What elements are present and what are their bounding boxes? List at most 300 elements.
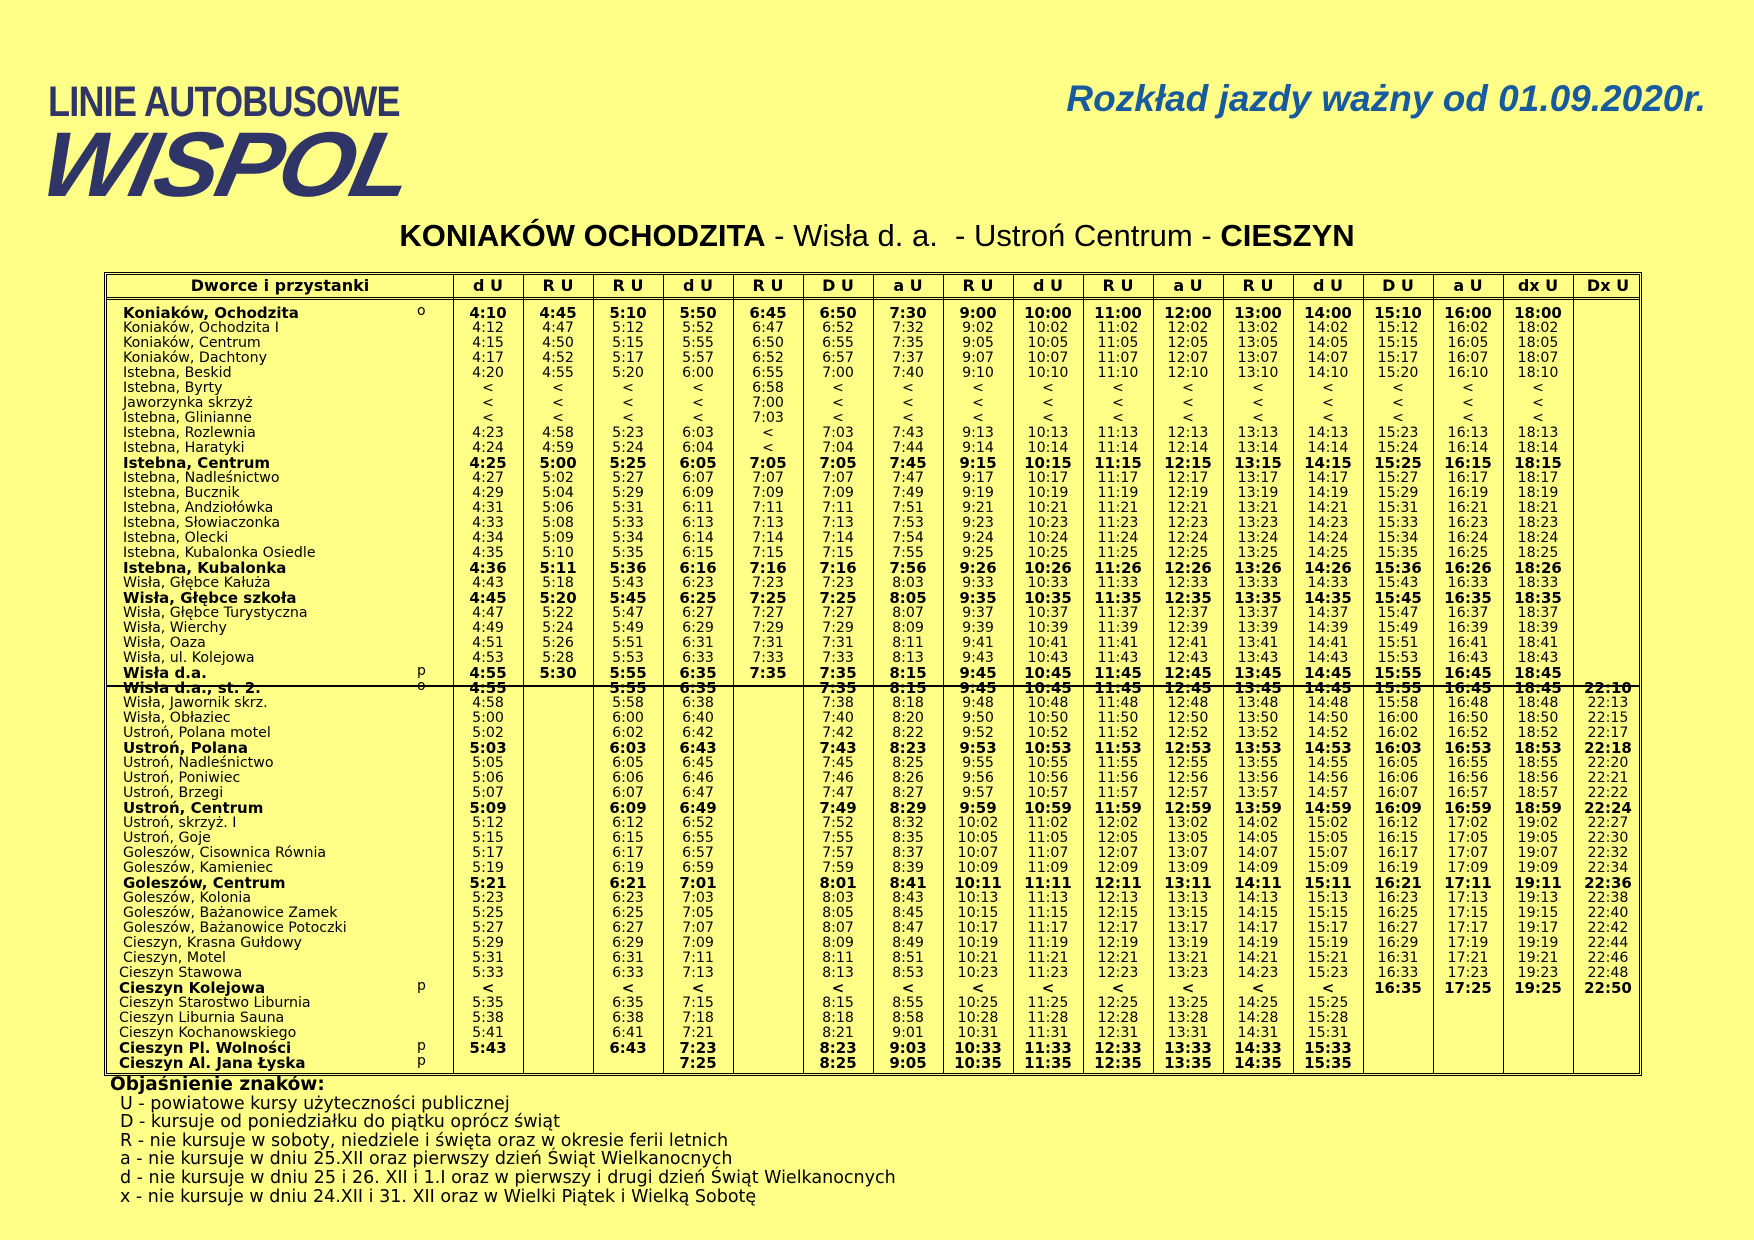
departure-time: 14:59 xyxy=(1304,799,1352,817)
departure-time: 18:15 xyxy=(1514,454,1562,472)
departure-time: 6:58 xyxy=(752,380,784,396)
departure-time: 12:13 xyxy=(1167,425,1209,441)
stop-name: Istebna, Rozlewnia xyxy=(123,425,256,441)
departure-time: 14:21 xyxy=(1307,500,1349,516)
departure-time: 19:19 xyxy=(1517,935,1559,951)
departure-time: 4:33 xyxy=(472,515,504,531)
departure-time: 7:27 xyxy=(822,605,854,621)
departure-time: 6:03 xyxy=(609,739,647,757)
stop-mark: p xyxy=(417,663,426,679)
departure-time: 12:39 xyxy=(1167,620,1209,636)
departure-time: 15:13 xyxy=(1307,890,1349,906)
departure-time: 16:43 xyxy=(1447,650,1489,666)
departure-time: 4:55 xyxy=(469,679,507,697)
departure-time: 13:55 xyxy=(1237,755,1279,771)
legend-item: R - nie kursuje w soboty, niedziele i święta oraz w okresie ferii letnich xyxy=(120,1130,729,1151)
departure-time: 7:57 xyxy=(822,845,854,861)
departure-time: 15:12 xyxy=(1377,320,1419,336)
stop-name: Wisła, Jawornik skrz. xyxy=(123,695,268,711)
departure-time: < xyxy=(1322,380,1334,396)
departure-time: 16:19 xyxy=(1447,485,1489,501)
departure-time: 12:35 xyxy=(1094,1054,1142,1072)
departure-time: 12:59 xyxy=(1164,799,1212,817)
departure-time: 9:26 xyxy=(959,559,997,577)
departure-time: 18:41 xyxy=(1517,635,1559,651)
departure-time: < xyxy=(482,380,494,396)
departure-time: 18:35 xyxy=(1514,589,1562,607)
departure-time: 6:47 xyxy=(682,785,714,801)
departure-time: 7:55 xyxy=(822,830,854,846)
departure-time: 16:48 xyxy=(1447,695,1489,711)
departure-time: 15:09 xyxy=(1307,860,1349,876)
departure-time: 13:14 xyxy=(1237,440,1279,456)
departure-time: 10:05 xyxy=(957,830,999,846)
stop-name: Goleszów, Kolonia xyxy=(123,890,252,906)
departure-time: 11:05 xyxy=(1027,830,1069,846)
departure-time: 16:37 xyxy=(1447,605,1489,621)
logo-line-1: LINIE AUTOBUSOWE xyxy=(48,78,400,126)
departure-time: < xyxy=(1042,380,1054,396)
departure-time: 8:01 xyxy=(819,874,857,892)
departure-time: 6:25 xyxy=(679,589,717,607)
departure-time: 15:15 xyxy=(1377,335,1419,351)
stop-name: Goleszów, Bażanowice Potoczki xyxy=(123,920,347,936)
departure-time: 12:19 xyxy=(1097,935,1139,951)
departure-time: 13:28 xyxy=(1167,1010,1209,1026)
departure-time: 7:25 xyxy=(749,589,787,607)
departure-time: 19:11 xyxy=(1514,874,1562,892)
departure-time: 13:31 xyxy=(1167,1025,1209,1041)
timetable-row xyxy=(107,366,1639,381)
departure-time: 7:47 xyxy=(822,785,854,801)
departure-time: 15:11 xyxy=(1304,874,1352,892)
departure-time: 4:53 xyxy=(472,650,504,666)
departure-time: 9:55 xyxy=(962,755,994,771)
legend-title: Objaśnienie znaków: xyxy=(110,1074,325,1095)
departure-time: 4:35 xyxy=(472,545,504,561)
departure-time: 15:17 xyxy=(1307,920,1349,936)
timetable-row xyxy=(107,426,1639,441)
departure-time: 16:35 xyxy=(1444,589,1492,607)
departure-time: 19:09 xyxy=(1517,860,1559,876)
timetable-row xyxy=(107,771,1639,786)
departure-time: 18:21 xyxy=(1517,500,1559,516)
departure-time: 16:31 xyxy=(1377,950,1419,966)
departure-time: 16:15 xyxy=(1444,454,1492,472)
departure-time: 6:35 xyxy=(612,995,644,1011)
departure-time: 14:45 xyxy=(1304,679,1352,697)
departure-time: 5:30 xyxy=(539,664,577,682)
legend-item: d - nie kursuje w dniu 25 i 26. XII i 1.I oraz w pierwszy i drugi dzień Świąt Wielkanocnych xyxy=(120,1167,896,1188)
departure-time: 11:57 xyxy=(1097,785,1139,801)
departure-time: 12:50 xyxy=(1167,710,1209,726)
departure-time: 15:21 xyxy=(1307,950,1349,966)
departure-time: 12:57 xyxy=(1167,785,1209,801)
departure-time: 11:26 xyxy=(1094,559,1142,577)
departure-time: 6:21 xyxy=(609,874,647,892)
departure-time: 9:05 xyxy=(889,1054,927,1072)
stop-name: Ustroń, Nadleśnictwo xyxy=(123,755,274,771)
departure-time: 12:02 xyxy=(1167,320,1209,336)
column-header: d U xyxy=(1032,276,1063,295)
stop-name: Ustroń, Brzegi xyxy=(123,785,224,801)
departure-time: 13:19 xyxy=(1167,935,1209,951)
departure-time: 7:03 xyxy=(752,410,784,426)
departure-time: 5:55 xyxy=(609,664,647,682)
departure-time: 6:52 xyxy=(752,350,784,366)
departure-time: 10:00 xyxy=(1024,304,1072,322)
departure-time: 14:02 xyxy=(1237,815,1279,831)
departure-time: 15:20 xyxy=(1377,365,1419,381)
departure-time: 13:13 xyxy=(1237,425,1279,441)
departure-time: 22:48 xyxy=(1587,965,1629,981)
departure-time: < xyxy=(1252,395,1264,411)
departure-time: 5:24 xyxy=(612,440,644,456)
departure-time: 10:07 xyxy=(957,845,999,861)
departure-time: 13:35 xyxy=(1164,1054,1212,1072)
timetable-row xyxy=(107,471,1639,486)
departure-time: 9:07 xyxy=(962,350,994,366)
departure-time: 16:59 xyxy=(1444,799,1492,817)
departure-time: 14:15 xyxy=(1237,905,1279,921)
departure-time: 16:09 xyxy=(1374,799,1422,817)
departure-time: 10:59 xyxy=(1024,799,1072,817)
departure-time: 4:47 xyxy=(542,320,574,336)
departure-time: 16:00 xyxy=(1377,710,1419,726)
departure-time: 5:06 xyxy=(542,500,574,516)
departure-time: 4:24 xyxy=(472,440,504,456)
departure-time: 12:25 xyxy=(1167,545,1209,561)
stop-name: Cieszyn Stawowa xyxy=(119,965,243,981)
departure-time: 16:23 xyxy=(1377,890,1419,906)
departure-time: 9:48 xyxy=(962,695,994,711)
departure-time: 7:11 xyxy=(822,500,854,516)
departure-time: 15:17 xyxy=(1377,350,1419,366)
departure-time: < xyxy=(1462,410,1474,426)
departure-time: 11:11 xyxy=(1024,874,1072,892)
stop-name: Istebna, Andziołówka xyxy=(123,500,274,516)
stop-name: Wisła, Oaza xyxy=(123,635,206,651)
stop-name: Wisła d.a. xyxy=(123,664,207,682)
departure-time: 10:33 xyxy=(954,1039,1002,1057)
departure-time: 6:33 xyxy=(682,650,714,666)
departure-time: 4:45 xyxy=(469,589,507,607)
departure-time: < xyxy=(622,395,634,411)
departure-time: 18:14 xyxy=(1517,440,1559,456)
departure-time: 7:16 xyxy=(819,559,857,577)
departure-time: 13:39 xyxy=(1237,620,1279,636)
departure-time: 16:56 xyxy=(1447,770,1489,786)
departure-time: 14:26 xyxy=(1304,559,1352,577)
departure-time: 10:45 xyxy=(1024,664,1072,682)
departure-time: 6:00 xyxy=(682,365,714,381)
departure-time: 18:50 xyxy=(1517,710,1559,726)
departure-time: 7:25 xyxy=(819,589,857,607)
departure-time: 5:11 xyxy=(539,559,577,577)
stop-mark: o xyxy=(417,678,426,694)
departure-time: 6:00 xyxy=(612,710,644,726)
departure-time: 19:13 xyxy=(1517,890,1559,906)
departure-time: 13:41 xyxy=(1237,635,1279,651)
logo-line-2: WISPOL xyxy=(32,114,420,216)
departure-time: 16:27 xyxy=(1377,920,1419,936)
stop-name: Goleszów, Cisownica Równia xyxy=(123,845,327,861)
departure-time: 8:07 xyxy=(892,605,924,621)
departure-time: 11:17 xyxy=(1097,470,1139,486)
departure-time: 11:05 xyxy=(1097,335,1139,351)
departure-time: 6:40 xyxy=(682,710,714,726)
departure-time: 5:34 xyxy=(612,530,644,546)
departure-time: 10:52 xyxy=(1027,725,1069,741)
departure-time: 16:25 xyxy=(1447,545,1489,561)
departure-time: 16:12 xyxy=(1377,815,1419,831)
departure-time: < xyxy=(482,410,494,426)
departure-time: < xyxy=(1252,380,1264,396)
departure-time: 4:58 xyxy=(542,425,574,441)
departure-time: 5:05 xyxy=(472,755,504,771)
stop-name: Goleszów, Kamieniec xyxy=(123,860,274,876)
departure-time: 13:09 xyxy=(1167,860,1209,876)
departure-time: 10:23 xyxy=(1027,515,1069,531)
departure-time: 7:09 xyxy=(682,935,714,951)
stop-name: Istebna, Olecki xyxy=(123,530,229,546)
departure-time: 16:45 xyxy=(1444,664,1492,682)
departure-time: 11:28 xyxy=(1027,1010,1069,1026)
departure-time: 18:33 xyxy=(1517,575,1559,591)
departure-time: 8:25 xyxy=(892,755,924,771)
departure-time: 10:14 xyxy=(1027,440,1069,456)
departure-time: 8:22 xyxy=(892,725,924,741)
departure-time: 7:45 xyxy=(889,454,927,472)
timetable-row xyxy=(107,876,1639,891)
stop-name: Cieszyn Pl. Wolności xyxy=(119,1039,292,1057)
departure-time: 22:27 xyxy=(1587,815,1629,831)
departure-time: 16:33 xyxy=(1377,965,1419,981)
departure-time: 19:21 xyxy=(1517,950,1559,966)
departure-time: 13:56 xyxy=(1237,770,1279,786)
departure-time: 11:53 xyxy=(1094,739,1142,757)
departure-time: < xyxy=(832,380,844,396)
departure-time: < xyxy=(902,410,914,426)
departure-time: 10:23 xyxy=(957,965,999,981)
departure-time: 7:33 xyxy=(822,650,854,666)
departure-time: 15:02 xyxy=(1307,815,1349,831)
departure-time: 6:31 xyxy=(682,635,714,651)
departure-time: 14:07 xyxy=(1307,350,1349,366)
timetable-row xyxy=(107,846,1639,861)
departure-time: 12:15 xyxy=(1164,454,1212,472)
departure-time: 10:19 xyxy=(957,935,999,951)
stop-name: Ustroń, skrzyż. I xyxy=(123,815,237,831)
departure-time: 13:33 xyxy=(1164,1039,1212,1057)
departure-time: 7:49 xyxy=(892,485,924,501)
departure-time: 16:26 xyxy=(1444,559,1492,577)
departure-time: 8:51 xyxy=(892,950,924,966)
wispol-logo xyxy=(32,78,420,216)
departure-time: 7:35 xyxy=(819,664,857,682)
departure-time: 6:52 xyxy=(822,320,854,336)
departure-time: 11:33 xyxy=(1024,1039,1072,1057)
departure-time: 7:23 xyxy=(752,575,784,591)
departure-time: < xyxy=(482,395,494,411)
departure-time: 14:15 xyxy=(1304,454,1352,472)
timetable-row xyxy=(107,906,1639,921)
departure-time: 8:49 xyxy=(892,935,924,951)
departure-time: 5:04 xyxy=(542,485,574,501)
departure-time: 6:46 xyxy=(682,770,714,786)
departure-time: 6:38 xyxy=(682,695,714,711)
stop-name: Wisła d.a., st. 2. xyxy=(123,679,261,697)
departure-time: 7:00 xyxy=(752,395,784,411)
departure-time: < xyxy=(1251,979,1265,997)
departure-time: 8:11 xyxy=(822,950,854,966)
departure-time: 18:00 xyxy=(1514,304,1562,322)
departure-time: 6:15 xyxy=(612,830,644,846)
departure-time: 14:50 xyxy=(1307,710,1349,726)
departure-time: 22:10 xyxy=(1584,679,1632,697)
stop-name: Cieszyn Kolejowa xyxy=(119,979,266,997)
departure-time: 15:07 xyxy=(1307,845,1349,861)
departure-time: 8:41 xyxy=(889,874,927,892)
departure-time: 8:11 xyxy=(892,635,924,651)
departure-time: 5:57 xyxy=(682,350,714,366)
departure-time: 11:23 xyxy=(1027,965,1069,981)
departure-time: 13:45 xyxy=(1234,679,1282,697)
departure-time: 17:05 xyxy=(1447,830,1489,846)
departure-time: 7:49 xyxy=(819,799,857,817)
departure-time: 9:45 xyxy=(959,679,997,697)
departure-time: 4:50 xyxy=(542,335,574,351)
departure-time: 5:12 xyxy=(472,815,504,831)
departure-time: 4:51 xyxy=(472,635,504,651)
departure-time: 9:57 xyxy=(962,785,994,801)
departure-time: 11:56 xyxy=(1097,770,1139,786)
departure-time: 15:34 xyxy=(1377,530,1419,546)
departure-time: 11:21 xyxy=(1097,500,1139,516)
departure-time: 5:31 xyxy=(612,500,644,516)
departure-time: 7:09 xyxy=(822,485,854,501)
departure-time: 18:56 xyxy=(1517,770,1559,786)
timetable-row xyxy=(107,531,1639,546)
departure-time: 13:02 xyxy=(1167,815,1209,831)
departure-time: 4:49 xyxy=(472,620,504,636)
departure-time: 12:17 xyxy=(1167,470,1209,486)
column-header: R U xyxy=(1102,276,1134,295)
departure-time: 9:53 xyxy=(959,739,997,757)
departure-time: 11:43 xyxy=(1097,650,1139,666)
departure-time: 5:35 xyxy=(612,545,644,561)
departure-time: < xyxy=(901,979,915,997)
departure-time: 5:00 xyxy=(539,454,577,472)
departure-time: 13:59 xyxy=(1234,799,1282,817)
departure-time: 15:47 xyxy=(1377,605,1419,621)
departure-time: 8:05 xyxy=(822,905,854,921)
departure-time: 10:09 xyxy=(957,860,999,876)
departure-time: 16:53 xyxy=(1444,739,1492,757)
departure-time: 14:48 xyxy=(1307,695,1349,711)
departure-time: < xyxy=(1182,380,1194,396)
departure-time: 17:13 xyxy=(1447,890,1489,906)
departure-time: 9:35 xyxy=(959,589,997,607)
departure-time: 6:16 xyxy=(679,559,717,577)
departure-time: 8:43 xyxy=(892,890,924,906)
stop-name: Istebna, Centrum xyxy=(123,454,271,472)
departure-time: 13:11 xyxy=(1164,874,1212,892)
departure-time: 5:24 xyxy=(542,620,574,636)
departure-time: 7:14 xyxy=(752,530,784,546)
departure-time: 7:32 xyxy=(892,320,924,336)
stop-name: Istebna, Nadleśnictwo xyxy=(123,470,280,486)
departure-time: 18:53 xyxy=(1514,739,1562,757)
departure-time: 7:15 xyxy=(752,545,784,561)
departure-time: 13:23 xyxy=(1237,515,1279,531)
departure-time: 6:02 xyxy=(612,725,644,741)
departure-time: 7:59 xyxy=(822,860,854,876)
departure-time: 11:45 xyxy=(1094,679,1142,697)
departure-time: 5:28 xyxy=(542,650,574,666)
departure-time: 6:23 xyxy=(612,890,644,906)
departure-time: 8:15 xyxy=(822,995,854,1011)
departure-time: 22:38 xyxy=(1587,890,1629,906)
departure-time: 10:15 xyxy=(1024,454,1072,472)
departure-time: < xyxy=(762,425,774,441)
departure-time: 6:06 xyxy=(612,770,644,786)
stop-mark: p xyxy=(417,1053,426,1069)
departure-time: 11:21 xyxy=(1027,950,1069,966)
departure-time: 6:31 xyxy=(612,950,644,966)
stop-name: Cieszyn, Krasna Gułdowy xyxy=(123,935,302,951)
departure-time: 9:33 xyxy=(962,575,994,591)
departure-time: 11:00 xyxy=(1094,304,1142,322)
departure-time: 8:07 xyxy=(822,920,854,936)
departure-time: 12:23 xyxy=(1167,515,1209,531)
departure-time: 14:17 xyxy=(1307,470,1349,486)
departure-time: 12:02 xyxy=(1097,815,1139,831)
departure-time: 6:23 xyxy=(682,575,714,591)
departure-time: 14:05 xyxy=(1307,335,1349,351)
stop-name: Istebna, Byrty xyxy=(123,380,223,396)
departure-time: < xyxy=(691,979,705,997)
departure-time: 13:19 xyxy=(1237,485,1279,501)
departure-time: 15:29 xyxy=(1377,485,1419,501)
departure-time: < xyxy=(1112,380,1124,396)
departure-time: 15:28 xyxy=(1307,1010,1349,1026)
departure-time: 11:45 xyxy=(1094,664,1142,682)
timetable-row xyxy=(107,741,1639,756)
departure-time: 11:59 xyxy=(1094,799,1142,817)
departure-time: 5:29 xyxy=(472,935,504,951)
departure-time: 18:59 xyxy=(1514,799,1562,817)
departure-time: 18:26 xyxy=(1514,559,1562,577)
departure-time: 7:46 xyxy=(822,770,854,786)
timetable-row xyxy=(107,831,1639,846)
departure-time: 12:19 xyxy=(1167,485,1209,501)
departure-time: 16:33 xyxy=(1447,575,1489,591)
departure-time: 17:02 xyxy=(1447,815,1489,831)
departure-time: 22:21 xyxy=(1587,770,1629,786)
departure-time: 16:00 xyxy=(1444,304,1492,322)
departure-time: 15:53 xyxy=(1377,650,1419,666)
departure-time: 7:38 xyxy=(822,695,854,711)
departure-time: 14:35 xyxy=(1304,589,1352,607)
departure-time: 11:02 xyxy=(1027,815,1069,831)
stop-name: Istebna, Glinianne xyxy=(123,410,252,426)
timetable-row xyxy=(107,516,1639,531)
departure-time: 15:45 xyxy=(1374,589,1422,607)
departure-time: 16:02 xyxy=(1447,320,1489,336)
stop-name: Ustroń, Poniwiec xyxy=(123,770,241,786)
departure-time: 12:35 xyxy=(1164,589,1212,607)
